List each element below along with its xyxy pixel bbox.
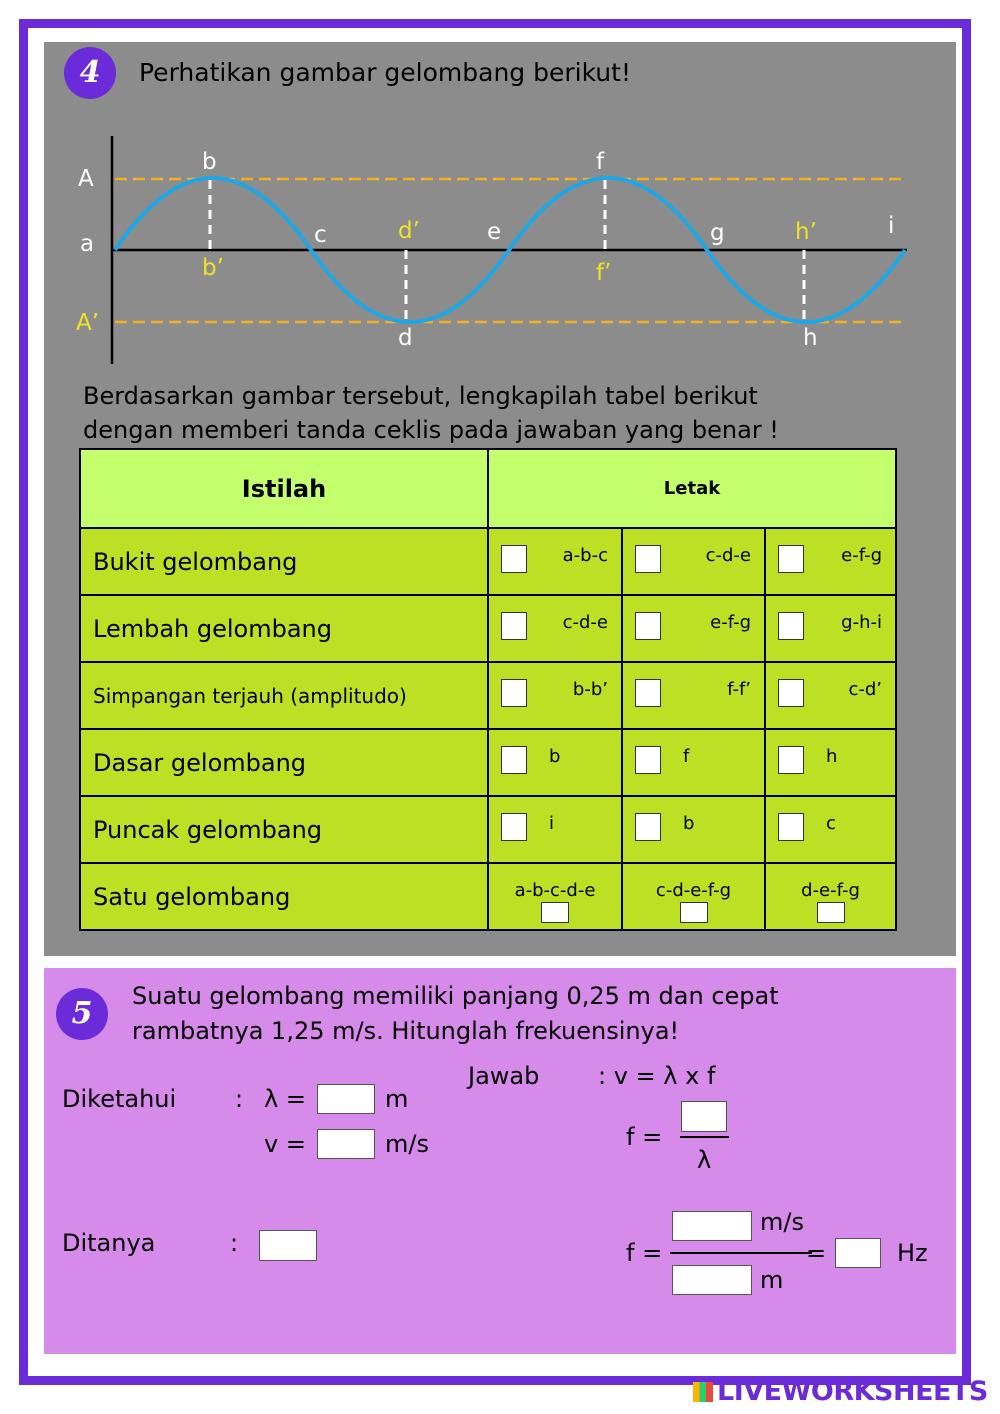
table-row <box>80 863 896 930</box>
label-g: g <box>710 220 725 246</box>
option-cell[interactable] <box>765 528 896 595</box>
denominator-input-2[interactable] <box>672 1265 752 1295</box>
option-label: f-f’ <box>727 679 751 700</box>
option-cell[interactable] <box>488 863 622 930</box>
option-label: c-d-e-f-g <box>655 880 732 901</box>
table-row <box>80 662 896 729</box>
option-cell[interactable] <box>488 729 622 796</box>
option-label: c-d-e <box>705 545 751 566</box>
denominator-unit: m <box>760 1266 784 1294</box>
numerator-input-2[interactable] <box>672 1211 752 1241</box>
label-e: e <box>487 219 502 245</box>
label-c: c <box>314 222 327 248</box>
checkbox[interactable] <box>501 679 527 707</box>
option-cell[interactable] <box>488 595 622 662</box>
table-row <box>80 729 896 796</box>
lambda-equals: λ = <box>264 1085 306 1113</box>
option-cell[interactable] <box>622 796 765 863</box>
label-a: a <box>80 231 95 257</box>
question-4-number: 4 <box>64 47 116 99</box>
label-h: h <box>803 325 818 351</box>
option-cell[interactable] <box>488 528 622 595</box>
option-cell[interactable] <box>622 595 765 662</box>
checkbox[interactable] <box>501 746 527 774</box>
formula-text: : v = λ x f <box>598 1062 716 1090</box>
lambda-input[interactable] <box>317 1084 375 1114</box>
label-f-prime: f’ <box>596 260 612 286</box>
question-5-number: 5 <box>56 988 108 1040</box>
lambda-unit: m <box>385 1085 409 1113</box>
option-cell[interactable] <box>622 863 765 930</box>
f-equals-2: f = <box>626 1239 663 1267</box>
option-label: e-f-g <box>841 545 882 566</box>
label-A-prime: A’ <box>76 310 100 336</box>
v-equals: v = <box>264 1130 306 1158</box>
option-label: e-f-g <box>710 612 751 633</box>
logo-icon <box>693 1382 713 1402</box>
instruction-line-2: dengan memberi tanda ceklis pada jawaban yang benar ! <box>83 416 779 444</box>
answer-label: Jawab <box>468 1062 540 1090</box>
option-label: b <box>683 813 695 834</box>
problem-line-1: Suatu gelombang memiliki panjang 0,25 m dan cepat <box>132 982 779 1010</box>
numerator-unit: m/s <box>760 1208 804 1236</box>
option-cell[interactable] <box>622 528 765 595</box>
checkbox[interactable] <box>541 902 569 923</box>
option-cell[interactable] <box>765 863 896 930</box>
row-term: Bukit gelombang <box>80 528 488 595</box>
fraction-bar-2 <box>670 1252 812 1254</box>
option-label: g-h-i <box>841 612 882 633</box>
checkbox[interactable] <box>635 813 661 841</box>
option-label: c-d’ <box>848 679 882 700</box>
fraction-bar-1 <box>680 1136 729 1138</box>
checkbox[interactable] <box>778 813 804 841</box>
table-row <box>80 796 896 863</box>
option-label: f <box>683 746 690 767</box>
checkbox[interactable] <box>635 545 661 573</box>
label-f: f <box>596 149 605 175</box>
label-b-prime: b’ <box>202 255 224 281</box>
known-colon: : <box>235 1085 244 1113</box>
asked-label: Ditanya <box>62 1229 156 1257</box>
option-label: b <box>549 746 561 767</box>
lambda-denominator: λ <box>697 1146 712 1174</box>
row-term: Dasar gelombang <box>80 729 488 796</box>
instruction-line-1: Berdasarkan gambar tersebut, lengkapilah tabel berikut <box>83 382 758 410</box>
table-header-row <box>80 449 896 528</box>
checkbox[interactable] <box>635 612 661 640</box>
table-row <box>80 528 896 595</box>
option-cell[interactable] <box>622 729 765 796</box>
checkbox[interactable] <box>778 746 804 774</box>
label-A: A <box>78 166 94 192</box>
option-cell[interactable] <box>488 796 622 863</box>
question-4-title: Perhatikan gambar gelombang berikut! <box>139 58 631 87</box>
known-label: Diketahui <box>62 1085 177 1113</box>
option-label: c-d-e <box>562 612 608 633</box>
label-d-prime: d’ <box>398 218 420 244</box>
problem-line-2: rambatnya 1,25 m/s. Hitunglah frekuensinya! <box>132 1017 680 1045</box>
checkbox[interactable] <box>501 612 527 640</box>
v-unit: m/s <box>385 1130 429 1158</box>
table-row <box>80 595 896 662</box>
numerator-input-1[interactable] <box>681 1101 727 1132</box>
asked-colon: : <box>230 1229 239 1257</box>
option-label: i <box>549 813 555 834</box>
option-label: b-b’ <box>572 679 608 700</box>
answer-table <box>79 448 897 931</box>
option-label: c <box>826 813 836 834</box>
checkbox[interactable] <box>778 545 804 573</box>
option-cell[interactable] <box>488 662 622 729</box>
liveworksheets-logo <box>693 1376 988 1407</box>
row-term: Satu gelombang <box>80 863 488 930</box>
option-label: a-b-c <box>562 545 608 566</box>
option-cell[interactable] <box>622 662 765 729</box>
label-b: b <box>202 149 217 175</box>
option-cell[interactable] <box>765 729 896 796</box>
option-label: h <box>826 746 838 767</box>
option-label: a-b-c-d-e <box>514 880 596 901</box>
option-label: d-e-f-g <box>801 880 860 901</box>
row-term: Puncak gelombang <box>80 796 488 863</box>
checkbox[interactable] <box>635 679 661 707</box>
header-location: Letak <box>488 449 896 528</box>
option-cell[interactable] <box>765 662 896 729</box>
row-term: Lembah gelombang <box>80 595 488 662</box>
checkbox[interactable] <box>778 679 804 707</box>
checkbox[interactable] <box>817 902 845 923</box>
checkbox[interactable] <box>635 746 661 774</box>
v-input[interactable] <box>317 1129 375 1159</box>
label-d: d <box>398 325 413 351</box>
checkbox[interactable] <box>680 902 708 923</box>
checkbox[interactable] <box>501 813 527 841</box>
result-unit: Hz <box>897 1239 928 1267</box>
option-cell[interactable] <box>765 796 896 863</box>
checkbox[interactable] <box>778 612 804 640</box>
header-term: Istilah <box>80 449 488 528</box>
checkbox[interactable] <box>501 545 527 573</box>
label-h-prime: h’ <box>795 219 817 245</box>
asked-input[interactable] <box>259 1230 317 1261</box>
logo-text: LIVEWORKSHEETS <box>717 1376 988 1407</box>
result-input[interactable] <box>835 1238 881 1268</box>
row-term: Simpangan terjauh (amplitudo) <box>80 662 488 729</box>
f-equals-1: f = <box>626 1123 663 1151</box>
result-equals: = <box>806 1239 827 1267</box>
option-cell[interactable] <box>765 595 896 662</box>
wave-diagram <box>0 0 1000 380</box>
label-i: i <box>888 213 895 239</box>
